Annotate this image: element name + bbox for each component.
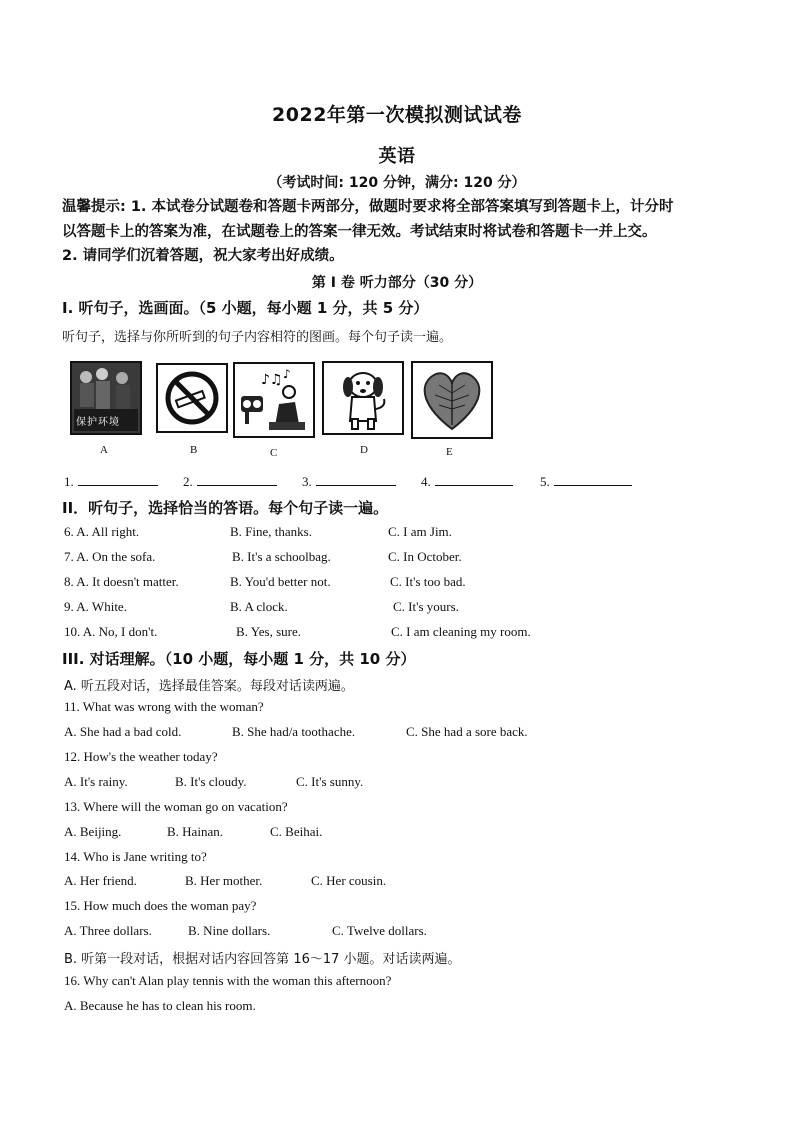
q14-option-c: C. Her cousin. [311, 873, 387, 888]
q7-option-c: C. In October. [388, 549, 462, 564]
q16-question: 16. Why can't Alan play tennis with the woman this afternoon? [64, 973, 392, 988]
answer-blank-3[interactable] [302, 473, 396, 490]
svg-text:♪: ♪ [283, 367, 291, 381]
q10-option-b: B. Yes, sure. [236, 624, 302, 639]
q11-option-c: C. She had a sore back. [406, 724, 528, 739]
q8-option-a: 8. A. It doesn't matter. [64, 574, 179, 589]
picture-a-label: A [100, 444, 108, 456]
section3-part-a-instruction: A. 听五段对话，选择最佳答案。每段对话读两遍。 [64, 679, 354, 694]
exam-title: 2022年第一次模拟测试试卷 [272, 104, 522, 126]
q13-option-c: C. Beihai. [270, 824, 323, 839]
dog-icon [322, 361, 404, 435]
subject-title: 英语 [378, 146, 416, 167]
section1-instruction: 听句子，选择与你所听到的句子内容相符的图画。每个句子读一遍。 [62, 330, 453, 345]
blank-number: 4. [421, 474, 431, 489]
q6-option-a: 6. A. All right. [64, 524, 140, 539]
no-smoking-icon [156, 363, 228, 433]
picture-d-label: D [360, 444, 368, 456]
q8-option-c: C. It's too bad. [390, 574, 466, 589]
q6-option-b: B. Fine, thanks. [230, 524, 312, 539]
q10-option-a: 10. A. No, I don't. [64, 624, 158, 639]
q15-question: 15. How much does the woman pay? [64, 898, 257, 913]
q15-option-a: A. Three dollars. [64, 923, 152, 938]
picture-c-label: C [270, 447, 278, 459]
q13-option-b: B. Hainan. [167, 824, 223, 839]
blank-number: 5. [540, 474, 550, 489]
section2-heading: II．听句子，选择恰当的答语。每个句子读一遍。 [62, 499, 389, 517]
answer-blank-5[interactable] [540, 473, 632, 490]
q12-option-a: A. It's rainy. [64, 774, 128, 789]
time-info: （考试时间: 120 分钟，满分: 120 分） [268, 175, 526, 191]
q15-option-c: C. Twelve dollars. [332, 923, 427, 938]
q9-option-c: C. It's yours. [393, 599, 459, 614]
picture-a-crowd-image [70, 361, 142, 435]
q14-question: 14. Who is Jane writing to? [64, 849, 207, 864]
q15-option-b: B. Nine dollars. [188, 923, 271, 938]
q13-option-a: A. Beijing. [64, 824, 122, 839]
q13-question: 13. Where will the woman go on vacation? [64, 799, 288, 814]
q12-option-b: B. It's cloudy. [175, 774, 247, 789]
q12-option-c: C. It's sunny. [296, 774, 364, 789]
q12-question: 12. How's the weather today? [64, 749, 218, 764]
q6-option-c: C. I am Jim. [388, 524, 452, 539]
notice-line-1: 温馨提示: 1. 本试卷分试题卷和答题卡两部分，做题时要求将全部答案填写到答题卡上，计分时 [62, 199, 674, 215]
q9-option-b: B. A clock. [230, 599, 288, 614]
answer-blank-2[interactable] [183, 473, 277, 490]
heart-leaf-icon [411, 361, 493, 439]
blank-number: 3. [302, 474, 312, 489]
svg-text:♪♫: ♪♫ [261, 372, 283, 388]
q7-option-b: B. It's a schoolbag. [232, 549, 331, 564]
answer-blank-1[interactable] [64, 473, 158, 490]
q16-option-a: A. Because he has to clean his room. [64, 998, 256, 1013]
notice-line-3: 2. 请同学们沉着答题，祝大家考出好成绩。 [62, 248, 344, 264]
q11-option-a: A. She had a bad cold. [64, 724, 182, 739]
section3-heading: III. 对话理解。（10 小题，每小题 1 分，共 10 分） [62, 650, 416, 668]
q11-question: 11. What was wrong with the woman? [64, 699, 264, 714]
q10-option-c: C. I am cleaning my room. [391, 624, 531, 639]
section3-part-b-instruction: B. 听第一段对话，根据对话内容回答第 16～17 小题。对话读两遍。 [64, 952, 461, 967]
notice-line-2: 以答题卡上的答案为准，在试题卷上的答案一律无效。考试结束时将试卷和答题卡一并上交。 [62, 224, 657, 240]
q11-option-b: B. She had/a toothache. [232, 724, 356, 739]
q7-option-a: 7. A. On the sofa. [64, 549, 156, 564]
music-listening-icon [233, 362, 315, 438]
q9-option-a: 9. A. White. [64, 599, 127, 614]
blank-number: 1. [64, 474, 74, 489]
picture-a-caption: 保护环境 [76, 417, 120, 428]
picture-b-label: B [190, 444, 198, 456]
picture-e-label: E [446, 446, 453, 458]
section1-heading: I. 听句子，选画面。（5 小题，每小题 1 分，共 5 分） [62, 299, 429, 317]
q14-option-a: A. Her friend. [64, 873, 137, 888]
answer-blank-4[interactable] [421, 473, 513, 490]
blank-number: 2. [183, 474, 193, 489]
part1-title: 第 I 卷 听力部分（30 分） [311, 275, 483, 291]
q8-option-b: B. You'd better not. [230, 574, 331, 589]
q14-option-b: B. Her mother. [185, 873, 263, 888]
